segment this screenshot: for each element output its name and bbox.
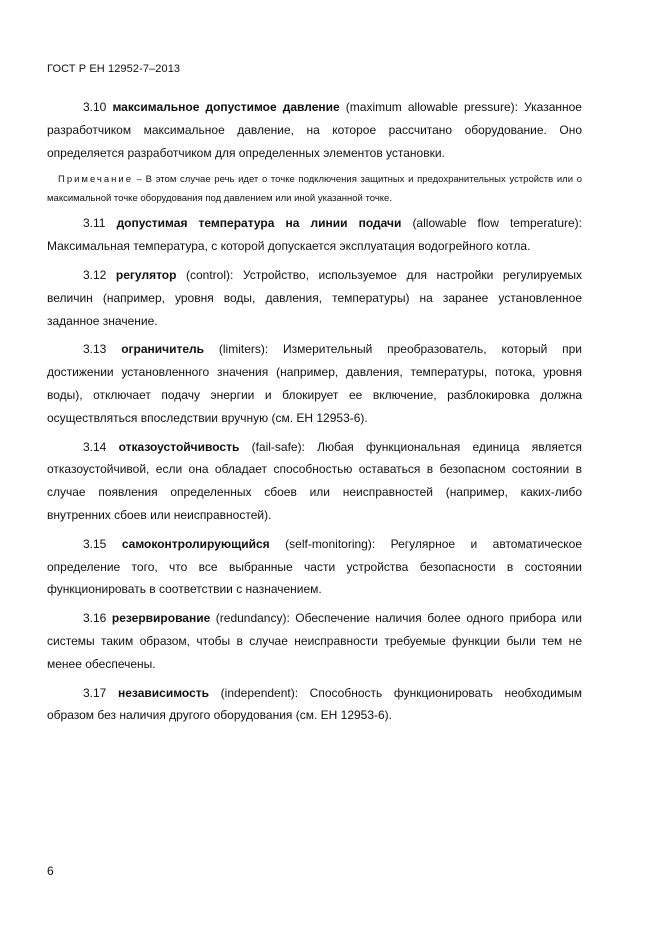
term-definition: (maximum allowable pressure): Указанное разработчиком максимальное давление, на которое рассчитано оборудование. Оно определяется разработчиком для определенных элементов установки. [47, 100, 582, 160]
term-name: самоконтролирующийся [121, 536, 270, 551]
term-number: 3.13 [83, 342, 107, 357]
term-number: 3.14 [83, 439, 107, 454]
term-3-10 [47, 96, 582, 164]
term-definition: (control): Устройство, используемое для настройки регулируемых величин (например, уровня воды, давления, температуры) на заранее установленное заданное значение. [47, 267, 583, 328]
term-3-11 [47, 212, 582, 258]
term-definition: (fail-safe): Любая функциональная единица является отказоустойчивой, если она обладает способностью оставаться в безопасном состоянии в случае появления определенных сбоев или неисправностей (например, каких-либо внутренних сбоев или неисправностей). [47, 439, 582, 522]
document-code-header: ГОСТ Р ЕН 12952-7–2013 [47, 63, 181, 75]
note-label: Примечание [58, 174, 133, 186]
term-name: резервирование [111, 611, 211, 626]
term-name: отказоустойчивость [118, 439, 240, 454]
terms-section [47, 96, 582, 733]
term-number: 3.15 [83, 536, 107, 551]
page-number: 6 [47, 864, 54, 878]
term-3-12 [47, 264, 582, 332]
term-3-17 [47, 682, 582, 728]
term-definition: (independent): Способность функционировать необходимым образом без наличия другого оборудования (см. ЕН 12953-6). [47, 685, 582, 723]
term-name: регулятор [115, 267, 177, 282]
term-number: 3.12 [83, 267, 107, 282]
term-definition: (limiters): Измерительный преобразователь, который при достижении установленного значения (например, давления, температуры, потока, уровня воды), отключает подачу энергии и блокирует ее включение, разблокировка должна осуществляться впоследствии вручную (см. ЕН 12953-6). [47, 342, 582, 425]
term-name: ограничитель [121, 342, 205, 357]
term-number: 3.11 [83, 216, 106, 231]
note-text: – В этом случае речь идет о точке подключения защитных и предохранительных устройств или о максимальной точке оборудования под давлением или иной указанной точке. [47, 174, 582, 205]
term-3-13 [47, 338, 582, 429]
term-definition: (allowable flow temperature): Максимальная температура, с которой допускается эксплуатация водогрейного котла. [47, 216, 582, 254]
term-name: допустимая температура на линии подачи [116, 216, 402, 231]
term-3-14 [47, 436, 582, 527]
term-3-16 [47, 607, 582, 675]
term-name: максимальное допустимое давление [112, 100, 340, 114]
term-number: 3.17 [83, 685, 107, 700]
term-number: 3.10 [83, 100, 107, 114]
note-3-10 [47, 170, 582, 208]
term-name: независимость [118, 685, 210, 700]
term-definition: (self-monitoring): Регулярное и автоматическое определение того, что все выбранные части устройства безопасности в состоянии функционировать в соответствии с назначением. [47, 536, 582, 597]
term-number: 3.16 [83, 611, 107, 626]
term-3-15 [47, 533, 582, 601]
term-definition: (redundancy): Обеспечение наличия более одного прибора или системы таким образом, чтобы в случае неисправности требуемые функции были тем не менее обеспечены. [47, 611, 582, 671]
